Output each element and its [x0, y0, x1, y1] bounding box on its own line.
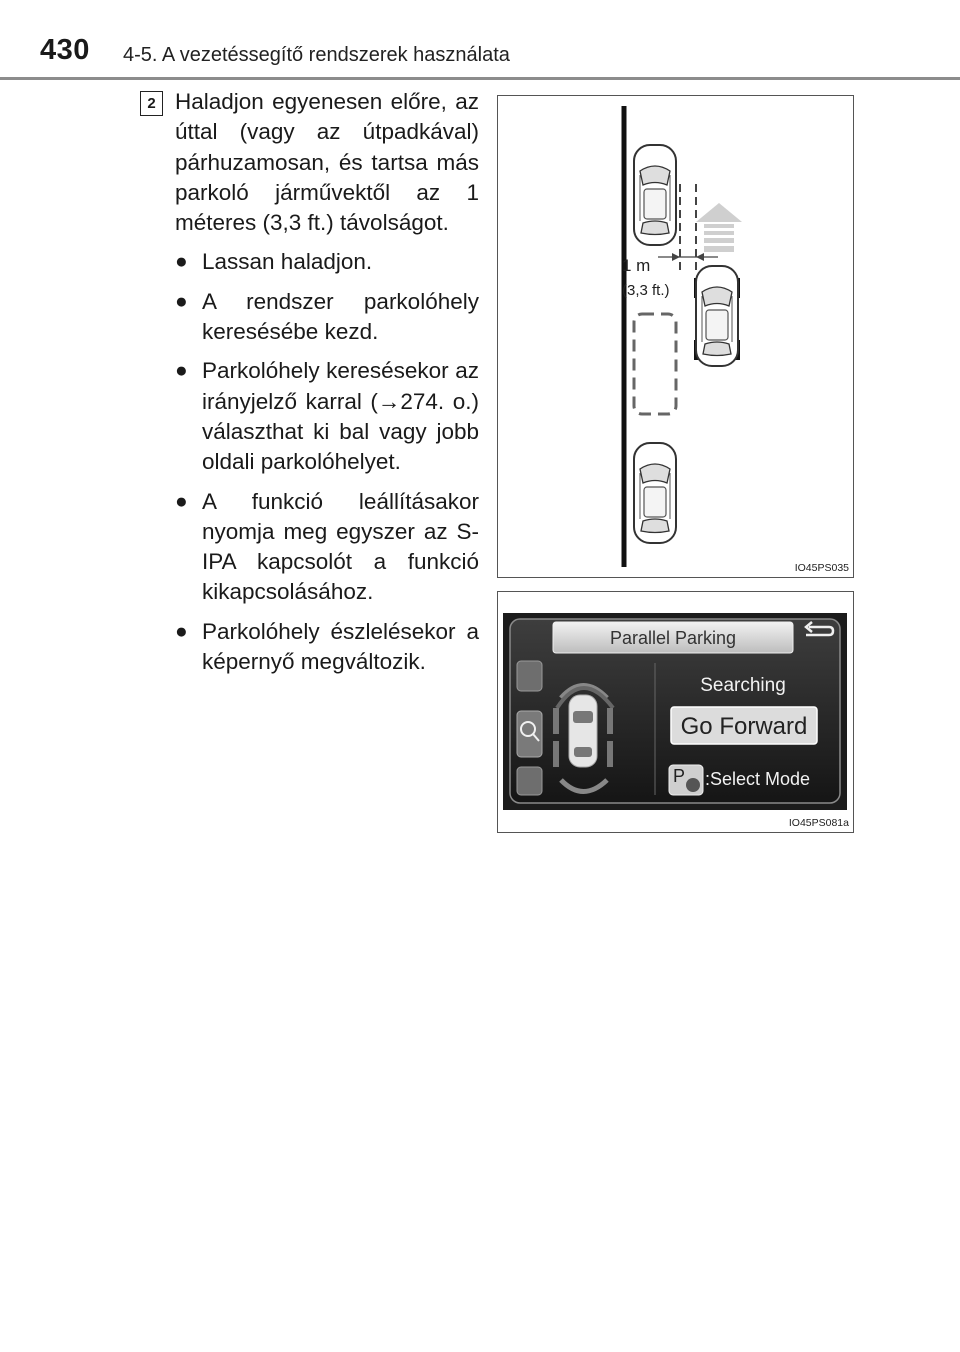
go-forward-instruction: Go Forward: [680, 713, 808, 740]
bullet-dot-icon: ●: [175, 250, 188, 274]
status-text: Searching: [700, 675, 786, 696]
page-number: 430: [40, 34, 90, 66]
bullet-item: [175, 617, 479, 678]
display-screen-figure: [497, 591, 854, 833]
bullet-item: [175, 487, 479, 608]
header-divider: [0, 77, 960, 80]
parking-diagram: [498, 96, 853, 577]
bullet-text: Parkolóhely észlelésekor a képernyő megváltozik.: [202, 618, 479, 675]
bullet-text: A funkció leállításakor nyomja meg egyszer az S-IPA kapcsolót a funkció kikapcsolásához.: [202, 488, 479, 605]
parked-car-icon: [634, 145, 676, 245]
section-title: 4-5. A vezetéssegítő rendszerek használata: [123, 44, 510, 66]
intro-paragraph: Haladjon egyenesen előre, az úttal (vagy az útpadkával) párhuzamosan, és tartsa más parkoló járművektől az 1 méteres (3,3 ft.) távolságot.: [175, 89, 479, 236]
bullet-text: Parkolóhely keresésekor az irányjelző karral (→274. o.) választhat ki bal vagy jobb oldali parkolóhelyet.: [202, 358, 479, 475]
bullet-item: [175, 356, 479, 477]
figure-id: IO45PS035: [794, 562, 849, 574]
bullet-item: [175, 247, 479, 277]
figure-id: IO45PS081a: [788, 817, 849, 829]
screen-title: Parallel Parking: [609, 628, 737, 648]
step-number-badge: 2: [140, 91, 163, 116]
parking-distance-figure: [497, 95, 854, 578]
distance-imperial-label: (3,3 ft.): [622, 282, 670, 299]
own-vehicle-icon: [694, 266, 740, 366]
parked-car-icon: [634, 443, 676, 543]
select-mode-text: :Select Mode: [705, 769, 811, 789]
bullet-dot-icon: ●: [175, 619, 188, 643]
distance-metric-label: 1 m: [622, 256, 651, 275]
bullet-item: [175, 287, 479, 348]
bullet-text: Lassan haladjon.: [202, 249, 373, 275]
p-label: P: [673, 766, 686, 786]
multi-info-display: [503, 613, 847, 810]
bullet-text: A rendszer parkolóhely keresésébe kezd.: [202, 288, 479, 345]
bullet-dot-icon: ●: [175, 489, 188, 513]
forward-arrow-icon: [696, 203, 742, 252]
instruction-text: [175, 87, 479, 677]
bullet-dot-icon: ●: [175, 359, 188, 383]
parking-space-icon: [634, 314, 676, 414]
bullet-dot-icon: ●: [175, 289, 188, 313]
